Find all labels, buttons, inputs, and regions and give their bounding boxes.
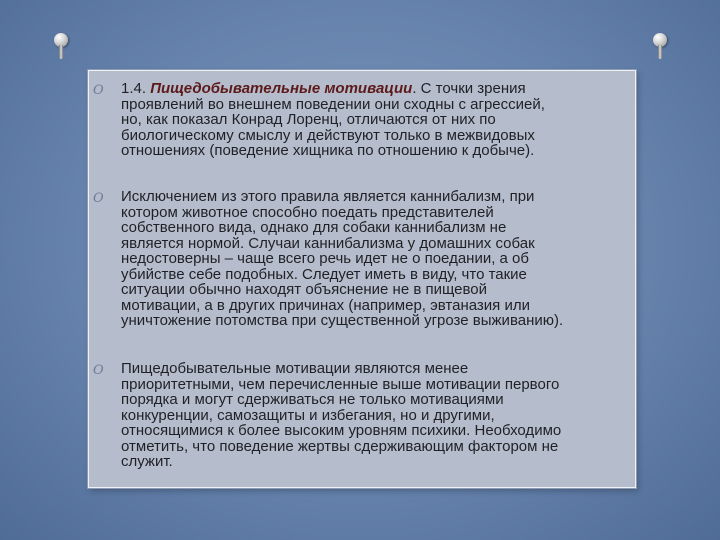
item-heading: Пищедобывательные мотивации bbox=[150, 80, 413, 97]
list-item-text: Пищедобывательные мотивации являются менее приоритетными, чем перечисленные выше мотивации первого порядка и могут сдерживаться не только мотивациями конкуренции, самозащиты и избегания, но и другими, относящимися к более высоким уровням психики. Необходимо отметить, что поведение жертвы сдерживающим фактором не служит. bbox=[121, 360, 562, 470]
list-item-text: 1.4. Пищедобывательные мотивации. С точки зрения проявлений во внешнем поведении они сходны с агрессией, но, как показал Конрад Лоренц, отличаются от них по биологическому смыслу и действуют только в межвидовых отношениях (поведение хищника по отношению к добыче). bbox=[121, 80, 545, 159]
left-pushpin-icon bbox=[53, 33, 69, 59]
bullet-icon: O bbox=[93, 191, 104, 206]
bullet-icon: O bbox=[93, 83, 104, 98]
list-item-2 bbox=[93, 189, 613, 337]
bullet-icon: O bbox=[93, 363, 104, 378]
list-item-1 bbox=[93, 81, 613, 163]
list-item-3 bbox=[93, 361, 613, 477]
right-pushpin-icon bbox=[652, 33, 668, 59]
list-item-text: Исключением из этого правила является каннибализм, при котором животное способно поедать представителей собственного вида, однако для собаки каннибализм не является нормой. Случаи каннибализма у домашних собак недостоверны – чаще всего речь идет не о поедании, а об убийстве себе подобных. Следует иметь в виду, что такие ситуации обычно находят объяснение не в пищевой мотивации, а в других причинах (например, эвтаназия или уничтожение потомства при существенной угрозе выживанию). bbox=[121, 188, 564, 329]
slide-content-panel bbox=[88, 70, 636, 488]
